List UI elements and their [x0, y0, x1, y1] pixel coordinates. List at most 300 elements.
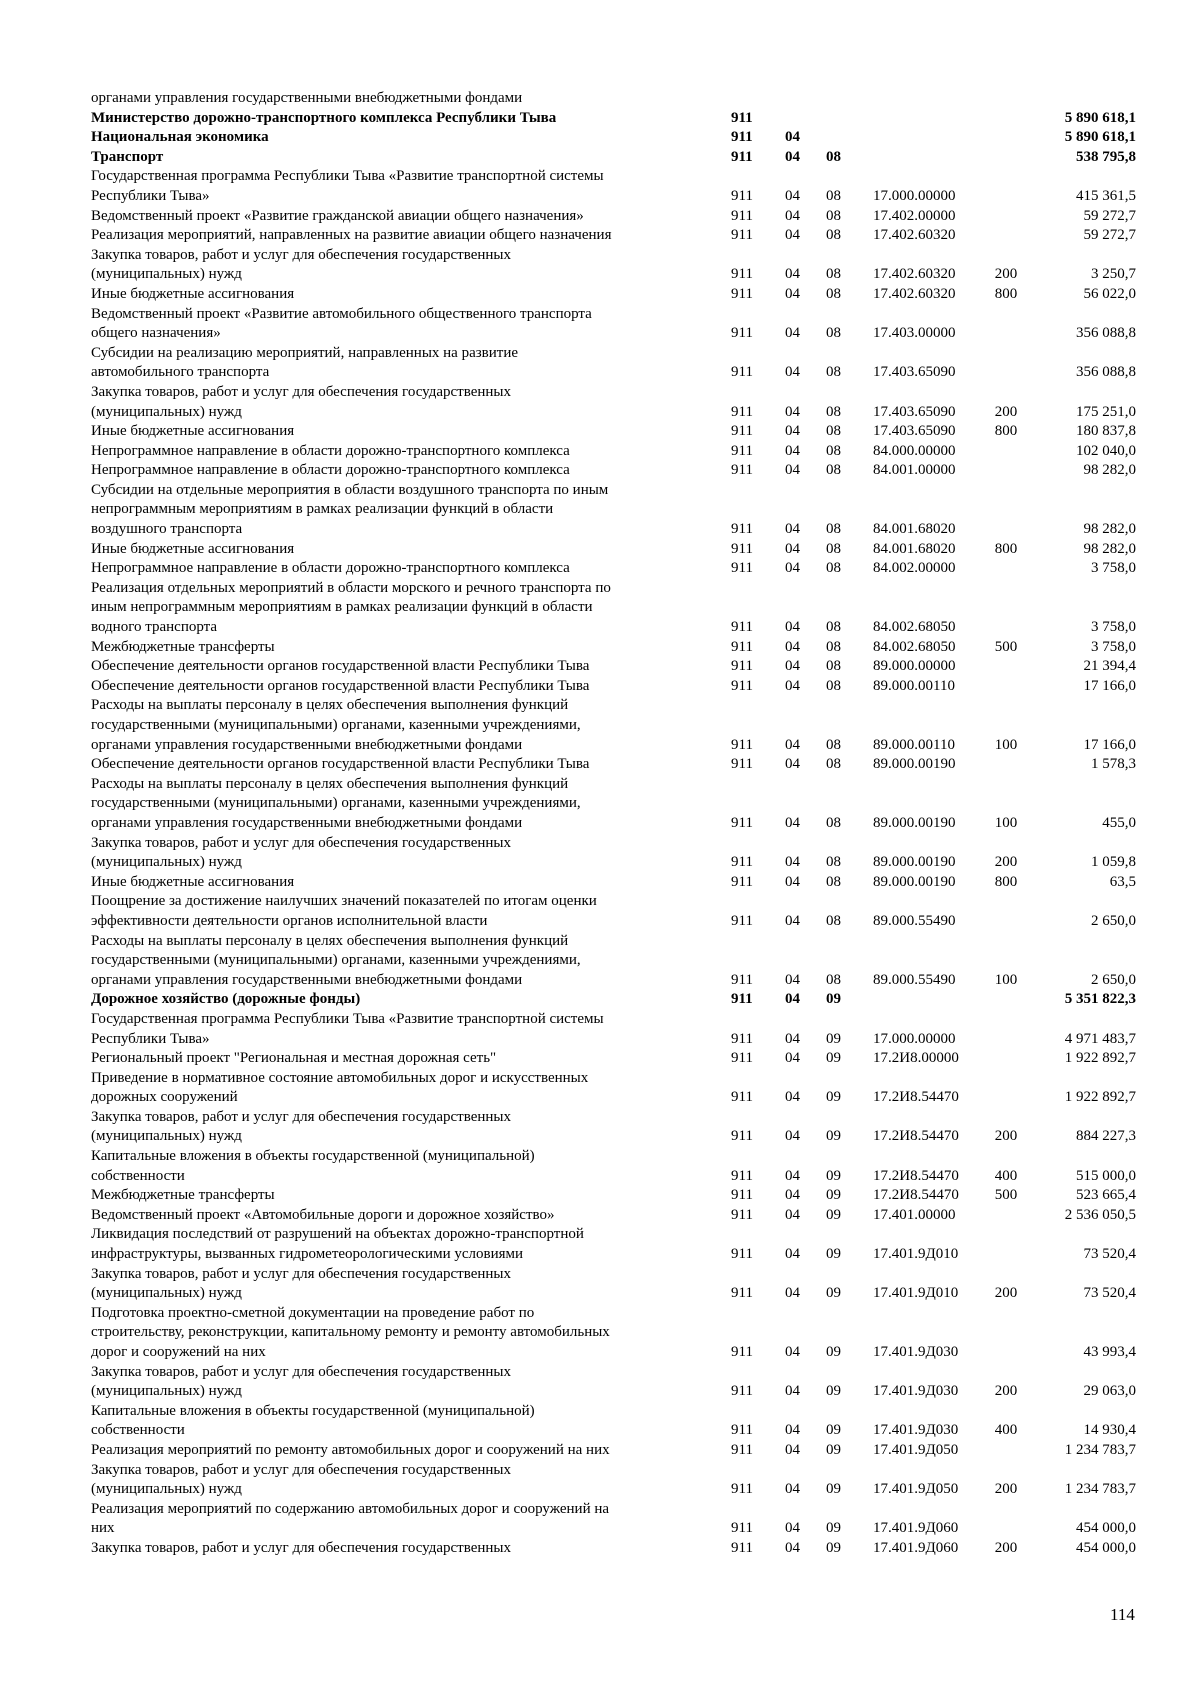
grbs-code: 911: [731, 1539, 753, 1556]
section-code: 04: [785, 325, 800, 342]
expense-type-code: 200: [994, 1539, 1018, 1556]
target-article-code: 17.403.65090: [873, 364, 956, 381]
target-article-code: 17.401.9Д030: [873, 1422, 959, 1439]
subsection-code: 09: [826, 1441, 841, 1458]
target-article-code: 89.000.55490: [873, 912, 956, 929]
row-name: Региональный проект "Региональная и местная дорожная сеть": [91, 1050, 497, 1067]
target-article-code: 17.401.00000: [873, 1206, 956, 1223]
grbs-code: 911: [731, 1030, 753, 1047]
table-row: [91, 207, 1136, 227]
table-row: [91, 1108, 1136, 1147]
row-name: Транспорт: [91, 148, 164, 165]
row-name: Закупка товаров, работ и услуг для обеспечения государственных (муниципальных) нужд: [91, 1363, 512, 1400]
row-name: органами управления государственными внебюджетными фондами: [91, 90, 523, 106]
grbs-code: 911: [731, 971, 753, 988]
table-row: [91, 109, 1136, 129]
expense-type-code: 500: [994, 638, 1018, 655]
row-name: Капитальные вложения в объекты государственной (муниципальной) собственности: [91, 1402, 535, 1439]
subsection-code: 09: [826, 1050, 841, 1067]
amount: 1 234 783,7: [1064, 1441, 1136, 1458]
subsection-code: 08: [826, 912, 841, 929]
section-code: 04: [785, 1030, 800, 1047]
row-name: Непрограммное направление в области дорожно-транспортного комплекса: [91, 462, 570, 479]
expense-type-code: 400: [994, 1422, 1018, 1439]
row-name: Иные бюджетные ассигнования: [91, 423, 295, 440]
subsection-code: 09: [826, 1167, 841, 1184]
expense-type-code: 100: [994, 814, 1018, 831]
row-name: Субсидии на отдельные мероприятия в области воздушного транспорта по иным непрограммным мероприятиям в рамках реализации функций в области воздушного транспорта: [91, 481, 609, 538]
amount: 3 758,0: [1091, 560, 1136, 577]
grbs-code: 911: [731, 129, 753, 146]
target-article-code: 17.000.00000: [873, 1030, 956, 1047]
section-code: 04: [785, 423, 800, 440]
subsection-code: 08: [826, 285, 841, 302]
grbs-code: 911: [731, 991, 753, 1008]
row-name: Обеспечение деятельности органов государственной власти Республики Тыва: [91, 756, 590, 773]
target-article-code: 89.000.00190: [873, 854, 956, 871]
expense-type-code: 100: [994, 971, 1018, 988]
page-number: 114: [1110, 1605, 1135, 1624]
target-article-code: 17.401.9Д030: [873, 1383, 959, 1400]
subsection-code: 08: [826, 638, 841, 655]
subsection-code: 09: [826, 1520, 841, 1537]
section-code: 04: [785, 1539, 800, 1556]
expense-type-code: 200: [994, 1383, 1018, 1400]
grbs-code: 911: [731, 325, 753, 342]
section-code: 04: [785, 148, 800, 165]
grbs-code: 911: [731, 1481, 753, 1498]
grbs-code: 911: [731, 207, 753, 224]
row-name: Государственная программа Республики Тыва «Развитие транспортной системы Республики Тыва»: [91, 168, 604, 204]
section-code: 04: [785, 756, 800, 773]
row-name: Подготовка проектно-сметной документации на проведение работ по строительству, реконструкции, капитальному ремонту и ремонту автомобильных дорог и сооружений на них: [91, 1304, 610, 1360]
row-name: Дорожное хозяйство (дорожные фонды): [91, 991, 361, 1008]
grbs-code: 911: [731, 148, 753, 165]
row-name: Приведение в нормативное состояние автомобильных дорог и искусственных дорожных сооружений: [91, 1069, 589, 1106]
amount: 21 394,4: [1083, 658, 1136, 675]
table-row: [91, 932, 1136, 991]
table-row: [91, 1304, 1136, 1363]
section-code: 04: [785, 1206, 800, 1223]
amount: 43 993,4: [1083, 1344, 1136, 1360]
table-row: [91, 1010, 1136, 1049]
subsection-code: 08: [826, 462, 841, 479]
target-article-code: 89.000.00190: [873, 873, 956, 890]
row-name: Иные бюджетные ассигнования: [91, 873, 295, 890]
row-name: Реализация мероприятий по ремонту автомобильных дорог и сооружений на них: [91, 1441, 610, 1458]
subsection-code: 09: [826, 1422, 841, 1439]
subsection-code: 08: [826, 560, 841, 577]
target-article-code: 17.401.9Д050: [873, 1441, 959, 1458]
amount: 73 520,4: [1083, 1285, 1136, 1302]
subsection-code: 08: [826, 540, 841, 557]
subsection-code: 08: [826, 736, 841, 753]
target-article-code: 17.2И8.54470: [873, 1128, 959, 1145]
section-code: 04: [785, 658, 800, 675]
table-row: [91, 1441, 1136, 1461]
table-row: [91, 892, 1136, 931]
row-name: Ведомственный проект «Автомобильные дороги и дорожное хозяйство»: [91, 1206, 555, 1223]
subsection-code: 08: [826, 227, 841, 244]
subsection-code: 08: [826, 619, 841, 636]
table-row: [91, 167, 1136, 206]
amount: 14 930,4: [1083, 1422, 1136, 1439]
amount: 1 578,3: [1091, 756, 1136, 773]
row-name: Поощрение за достижение наилучших значений показателей по итогам оценки эффективности деятельности органов исполнительной власти: [91, 893, 597, 929]
row-name: Реализация мероприятий, направленных на развитие авиации общего назначения: [91, 227, 612, 244]
section-code: 04: [785, 873, 800, 890]
amount: 59 272,7: [1083, 227, 1136, 244]
grbs-code: 911: [731, 285, 753, 302]
budget-table: [91, 89, 1136, 1559]
amount: 3 758,0: [1091, 638, 1136, 655]
table-row: [91, 1265, 1136, 1304]
subsection-code: 08: [826, 971, 841, 988]
grbs-code: 911: [731, 364, 753, 381]
grbs-code: 911: [731, 677, 753, 694]
amount: 2 536 050,5: [1064, 1206, 1136, 1223]
row-name: Непрограммное направление в области дорожно-транспортного комплекса: [91, 560, 570, 577]
expense-type-code: 800: [994, 540, 1018, 557]
amount: 17 166,0: [1083, 736, 1136, 753]
table-row: [91, 1500, 1136, 1539]
grbs-code: 911: [731, 1383, 753, 1400]
expense-type-code: 500: [994, 1187, 1018, 1204]
amount: 455,0: [1102, 814, 1136, 831]
target-article-code: 17.402.60320: [873, 266, 956, 283]
row-name: Непрограммное направление в области дорожно-транспортного комплекса: [91, 442, 570, 459]
row-name: Министерство дорожно-транспортного комплекса Республики Тыва: [91, 109, 557, 126]
amount: 73 520,4: [1083, 1246, 1136, 1263]
row-name: Закупка товаров, работ и услуг для обеспечения государственных (муниципальных) нужд: [91, 246, 512, 283]
expense-type-code: 800: [994, 423, 1018, 440]
grbs-code: 911: [731, 1246, 753, 1263]
row-name: Государственная программа Республики Тыва «Развитие транспортной системы Республики Тыва»: [91, 1010, 604, 1047]
amount: 98 282,0: [1083, 521, 1136, 538]
amount: 5 890 618,1: [1064, 129, 1136, 146]
amount: 515 000,0: [1076, 1167, 1136, 1184]
subsection-code: 09: [826, 1285, 841, 1302]
subsection-code: 09: [826, 1481, 841, 1498]
target-article-code: 17.402.60320: [873, 227, 956, 244]
table-row: [91, 559, 1136, 579]
section-code: 04: [785, 1441, 800, 1458]
section-code: 04: [785, 1128, 800, 1145]
row-name: Ликвидация последствий от разрушений на объектах дорожно-транспортной инфраструктуры, вызванных гидрометеорологическими условиями: [91, 1226, 584, 1263]
row-name: Реализация мероприятий по содержанию автомобильных дорог и сооружений на них: [91, 1500, 610, 1537]
row-name: Закупка товаров, работ и услуг для обеспечения государственных (муниципальных) нужд: [91, 1265, 512, 1302]
grbs-code: 911: [731, 1520, 753, 1537]
amount: 98 282,0: [1083, 540, 1136, 557]
expense-type-code: 200: [994, 1285, 1018, 1302]
target-article-code: 17.2И8.00000: [873, 1050, 959, 1067]
section-code: 04: [785, 540, 800, 557]
grbs-code: 911: [731, 1187, 753, 1204]
grbs-code: 911: [731, 1128, 753, 1145]
row-name: Ведомственный проект «Развитие автомобильного общественного транспорта общего назначения»: [91, 305, 592, 342]
subsection-code: 08: [826, 148, 841, 165]
subsection-code: 09: [826, 1246, 841, 1263]
table-row: [91, 579, 1136, 638]
amount: 98 282,0: [1083, 462, 1136, 479]
grbs-code: 911: [731, 1285, 753, 1302]
table-row: [91, 148, 1136, 168]
target-article-code: 84.001.68020: [873, 521, 956, 538]
section-code: 04: [785, 1285, 800, 1302]
amount: 102 040,0: [1076, 442, 1136, 459]
grbs-code: 911: [731, 912, 753, 929]
target-article-code: 17.000.00000: [873, 187, 956, 204]
row-name: Закупка товаров, работ и услуг для обеспечения государственных (муниципальных) нужд: [91, 834, 512, 871]
target-article-code: 89.000.00110: [873, 736, 955, 753]
subsection-code: 09: [826, 1383, 841, 1400]
table-row: [91, 89, 1136, 109]
subsection-code: 08: [826, 423, 841, 440]
table-row: [91, 1049, 1136, 1069]
section-code: 04: [785, 912, 800, 929]
expense-type-code: 200: [994, 1128, 1018, 1145]
target-article-code: 17.403.00000: [873, 325, 956, 342]
row-name: Закупка товаров, работ и услуг для обеспечения государственных (муниципальных) нужд: [91, 383, 512, 420]
amount: 59 272,7: [1083, 207, 1136, 224]
target-article-code: 17.402.00000: [873, 207, 956, 224]
target-article-code: 17.403.65090: [873, 423, 956, 440]
subsection-code: 08: [826, 442, 841, 459]
grbs-code: 911: [731, 403, 753, 420]
table-row: [91, 481, 1136, 540]
row-name: Реализация отдельных мероприятий в области морского и речного транспорта по иным непрограммным мероприятиям в рамках реализации функций в области водного транспорта: [91, 579, 611, 636]
amount: 884 227,3: [1076, 1128, 1136, 1145]
amount: 4 971 483,7: [1064, 1030, 1136, 1047]
table-row: [91, 344, 1136, 383]
grbs-code: 911: [731, 109, 753, 126]
target-article-code: 84.002.00000: [873, 560, 956, 577]
section-code: 04: [785, 1187, 800, 1204]
section-code: 04: [785, 1383, 800, 1400]
section-code: 04: [785, 619, 800, 636]
subsection-code: 08: [826, 187, 841, 204]
amount: 356 088,8: [1076, 325, 1136, 342]
amount: 3 250,7: [1091, 266, 1136, 283]
expense-type-code: 200: [994, 403, 1018, 420]
section-code: 04: [785, 1422, 800, 1439]
subsection-code: 09: [826, 1030, 841, 1047]
table-row: [91, 677, 1136, 697]
subsection-code: 08: [826, 814, 841, 831]
row-name: Обеспечение деятельности органов государственной власти Республики Тыва: [91, 658, 590, 675]
section-code: 04: [785, 991, 800, 1008]
subsection-code: 08: [826, 325, 841, 342]
table-row: [91, 1186, 1136, 1206]
amount: 415 361,5: [1076, 187, 1136, 204]
grbs-code: 911: [731, 873, 753, 890]
grbs-code: 911: [731, 442, 753, 459]
table-row: [91, 1461, 1136, 1500]
section-code: 04: [785, 1089, 800, 1106]
target-article-code: 17.401.9Д010: [873, 1285, 959, 1302]
table-row: [91, 1402, 1136, 1441]
row-name: Расходы на выплаты персоналу в целях обеспечения выполнения функций государственными (муниципальными) органами, казенными учреждениями, органами управления государственными внебюджетными фондами: [91, 775, 581, 831]
target-article-code: 84.000.00000: [873, 442, 956, 459]
section-code: 04: [785, 638, 800, 655]
table-row: [91, 422, 1136, 442]
section-code: 04: [785, 521, 800, 538]
grbs-code: 911: [731, 540, 753, 557]
section-code: 04: [785, 129, 800, 146]
section-code: 04: [785, 462, 800, 479]
table-row: [91, 1225, 1136, 1264]
table-row: [91, 873, 1136, 893]
amount: 29 063,0: [1083, 1383, 1136, 1400]
table-row: [91, 775, 1136, 834]
section-code: 04: [785, 854, 800, 871]
row-name: Обеспечение деятельности органов государственной власти Республики Тыва: [91, 677, 590, 694]
target-article-code: 89.000.00000: [873, 658, 956, 675]
subsection-code: 09: [826, 1128, 841, 1145]
row-name: Капитальные вложения в объекты государственной (муниципальной) собственности: [91, 1148, 535, 1184]
table-row: [91, 128, 1136, 148]
target-article-code: 17.401.9Д030: [873, 1344, 959, 1360]
section-code: 04: [785, 285, 800, 302]
section-code: 04: [785, 971, 800, 988]
table-row: [91, 1069, 1136, 1108]
table-row: [91, 442, 1136, 462]
subsection-code: 08: [826, 756, 841, 773]
amount: 356 088,8: [1076, 364, 1136, 381]
amount: 17 166,0: [1083, 677, 1136, 694]
amount: 5 351 822,3: [1064, 991, 1136, 1008]
section-code: 04: [785, 677, 800, 694]
subsection-code: 08: [826, 677, 841, 694]
table-row: [91, 755, 1136, 775]
grbs-code: 911: [731, 658, 753, 675]
expense-type-code: 200: [994, 1481, 1018, 1498]
table-row: [91, 696, 1136, 755]
expense-type-code: 400: [994, 1167, 1018, 1184]
grbs-code: 911: [731, 854, 753, 871]
grbs-code: 911: [731, 227, 753, 244]
target-article-code: 84.002.68050: [873, 638, 956, 655]
grbs-code: 911: [731, 187, 753, 204]
expense-type-code: 800: [994, 285, 1018, 302]
amount: 454 000,0: [1076, 1539, 1136, 1556]
row-name: Межбюджетные трансферты: [91, 638, 275, 655]
row-name: Ведомственный проект «Развитие гражданской авиации общего назначения»: [91, 207, 584, 224]
amount: 63,5: [1109, 873, 1136, 890]
target-article-code: 17.401.9Д010: [873, 1246, 959, 1263]
target-article-code: 17.401.9Д060: [873, 1539, 959, 1556]
section-code: 04: [785, 1246, 800, 1263]
section-code: 04: [785, 560, 800, 577]
amount: 538 795,8: [1076, 148, 1136, 165]
section-code: 04: [785, 403, 800, 420]
target-article-code: 89.000.00190: [873, 814, 956, 831]
target-article-code: 17.403.65090: [873, 403, 956, 420]
section-code: 04: [785, 442, 800, 459]
grbs-code: 911: [731, 1441, 753, 1458]
grbs-code: 911: [731, 814, 753, 831]
target-article-code: 89.000.00110: [873, 677, 955, 694]
grbs-code: 911: [731, 462, 753, 479]
target-article-code: 84.002.68050: [873, 619, 956, 636]
target-article-code: 17.401.9Д050: [873, 1481, 959, 1498]
amount: 1 059,8: [1091, 854, 1136, 871]
target-article-code: 17.2И8.54470: [873, 1187, 959, 1204]
section-code: 04: [785, 1050, 800, 1067]
table-row: [91, 657, 1136, 677]
section-code: 04: [785, 364, 800, 381]
subsection-code: 09: [826, 1187, 841, 1204]
grbs-code: 911: [731, 266, 753, 283]
table-row: [91, 461, 1136, 481]
target-article-code: 89.000.55490: [873, 971, 956, 988]
grbs-code: 911: [731, 1050, 753, 1067]
subsection-code: 08: [826, 854, 841, 871]
subsection-code: 09: [826, 1089, 841, 1106]
expense-type-code: 100: [994, 736, 1018, 753]
grbs-code: 911: [731, 560, 753, 577]
grbs-code: 911: [731, 619, 753, 636]
amount: 2 650,0: [1091, 971, 1136, 988]
grbs-code: 911: [731, 1206, 753, 1223]
table-row: [91, 1147, 1136, 1186]
grbs-code: 911: [731, 756, 753, 773]
expense-type-code: 200: [994, 854, 1018, 871]
amount: 3 758,0: [1091, 619, 1136, 636]
row-name: Закупка товаров, работ и услуг для обеспечения государственных (муниципальных) нужд: [91, 1461, 512, 1498]
expense-type-code: 200: [994, 266, 1018, 283]
row-name: Иные бюджетные ассигнования: [91, 540, 295, 557]
subsection-code: 08: [826, 521, 841, 538]
grbs-code: 911: [731, 521, 753, 538]
table-row: [91, 540, 1136, 560]
subsection-code: 08: [826, 658, 841, 675]
row-name: Национальная экономика: [91, 129, 269, 146]
amount: 5 890 618,1: [1064, 109, 1136, 126]
amount: 1 922 892,7: [1064, 1050, 1136, 1067]
section-code: 04: [785, 1167, 800, 1184]
subsection-code: 09: [826, 991, 841, 1008]
row-name: Расходы на выплаты персоналу в целях обеспечения выполнения функций государственными (муниципальными) органами, казенными учреждениями, органами управления государственными внебюджетными фондами: [91, 697, 581, 753]
table-row: [91, 305, 1136, 344]
section-code: 04: [785, 207, 800, 224]
amount: 1 234 783,7: [1064, 1481, 1136, 1498]
subsection-code: 09: [826, 1206, 841, 1223]
subsection-code: 09: [826, 1539, 841, 1556]
table-row: [91, 1539, 1136, 1559]
amount: 454 000,0: [1076, 1520, 1136, 1537]
subsection-code: 08: [826, 364, 841, 381]
table-row: [91, 1363, 1136, 1402]
table-row: [91, 246, 1136, 285]
amount: 2 650,0: [1091, 912, 1136, 929]
row-name: Расходы на выплаты персоналу в целях обеспечения выполнения функций государственными (муниципальными) органами, казенными учреждениями, органами управления государственными внебюджетными фондами: [91, 932, 581, 988]
target-article-code: 17.2И8.54470: [873, 1089, 959, 1106]
grbs-code: 911: [731, 1089, 753, 1106]
table-row: [91, 226, 1136, 246]
row-name: Иные бюджетные ассигнования: [91, 285, 295, 302]
row-name: Закупка товаров, работ и услуг для обеспечения государственных: [91, 1539, 512, 1556]
section-code: 04: [785, 187, 800, 204]
amount: 175 251,0: [1076, 403, 1136, 420]
subsection-code: 08: [826, 403, 841, 420]
section-code: 04: [785, 736, 800, 753]
subsection-code: 09: [826, 1344, 841, 1360]
target-article-code: 84.001.00000: [873, 462, 956, 479]
table-row: [91, 285, 1136, 305]
row-name: Закупка товаров, работ и услуг для обеспечения государственных (муниципальных) нужд: [91, 1108, 512, 1145]
target-article-code: 17.402.60320: [873, 285, 956, 302]
